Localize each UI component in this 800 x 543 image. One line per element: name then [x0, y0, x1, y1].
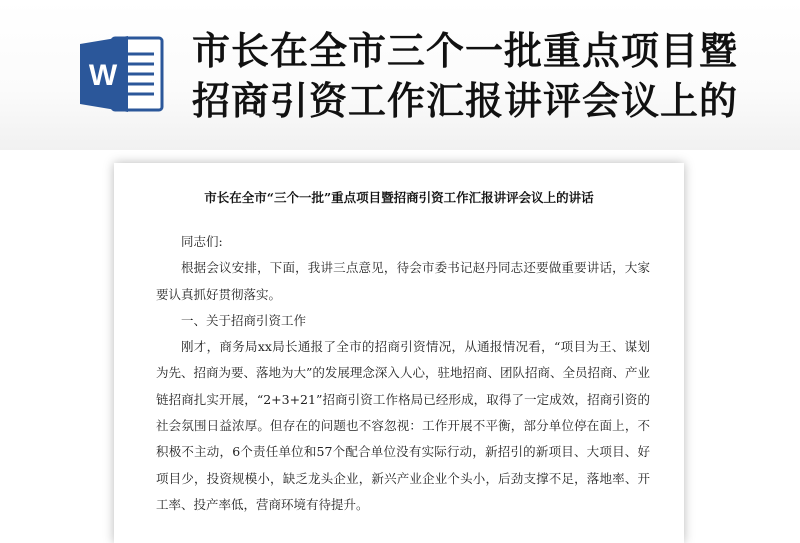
document-page-preview: [114, 163, 684, 543]
headline-line-1: 市长在全市三个一批重点项目暨: [192, 29, 739, 73]
page-headline: [192, 26, 752, 126]
paragraph-2: 刚才，商务局xx局长通报了全市的招商引资情况，从通报情况看，“项目为王、谋划为先、招商为要、落地为大”的发展理念深入人心，驻地招商、团队招商、全员招商、产业链招商扎实开展，“2+3+21”招商引资工作格局已经形成，取得了一定成效，招商引资的社会氛围日益浓厚。但存在的问题也不容忽视：工作开展不平衡，部分单位停在面上，不积极不主动，6个责任单位和57个配合单位没有实际行动，新招引的新项目、大项目、好项目少，投资规模小，缺乏龙头企业，新兴产业企业个头小，后劲支撑不足，落地率、开工率、投产率低，营商环境有待提升。: [156, 339, 650, 512]
salutation: 同志们:: [181, 234, 223, 249]
document-body: [156, 229, 650, 518]
banner: [0, 0, 800, 150]
word-doc-icon: [78, 30, 166, 118]
word-icon-letter: W: [88, 59, 118, 92]
document-title: 市长在全市“三个一批”重点项目暨招商引资工作汇报讲评会议上的讲话: [204, 190, 594, 205]
paragraph-1: 根据会议安排，下面，我讲三点意见，待会市委书记赵丹同志还要做重要讲话，大家要认真抓好贯彻落实。: [156, 260, 650, 302]
headline-line-2: 招商引资工作汇报讲评会议上的: [192, 79, 739, 123]
section-heading-1: 一、关于招商引资工作: [181, 312, 307, 328]
